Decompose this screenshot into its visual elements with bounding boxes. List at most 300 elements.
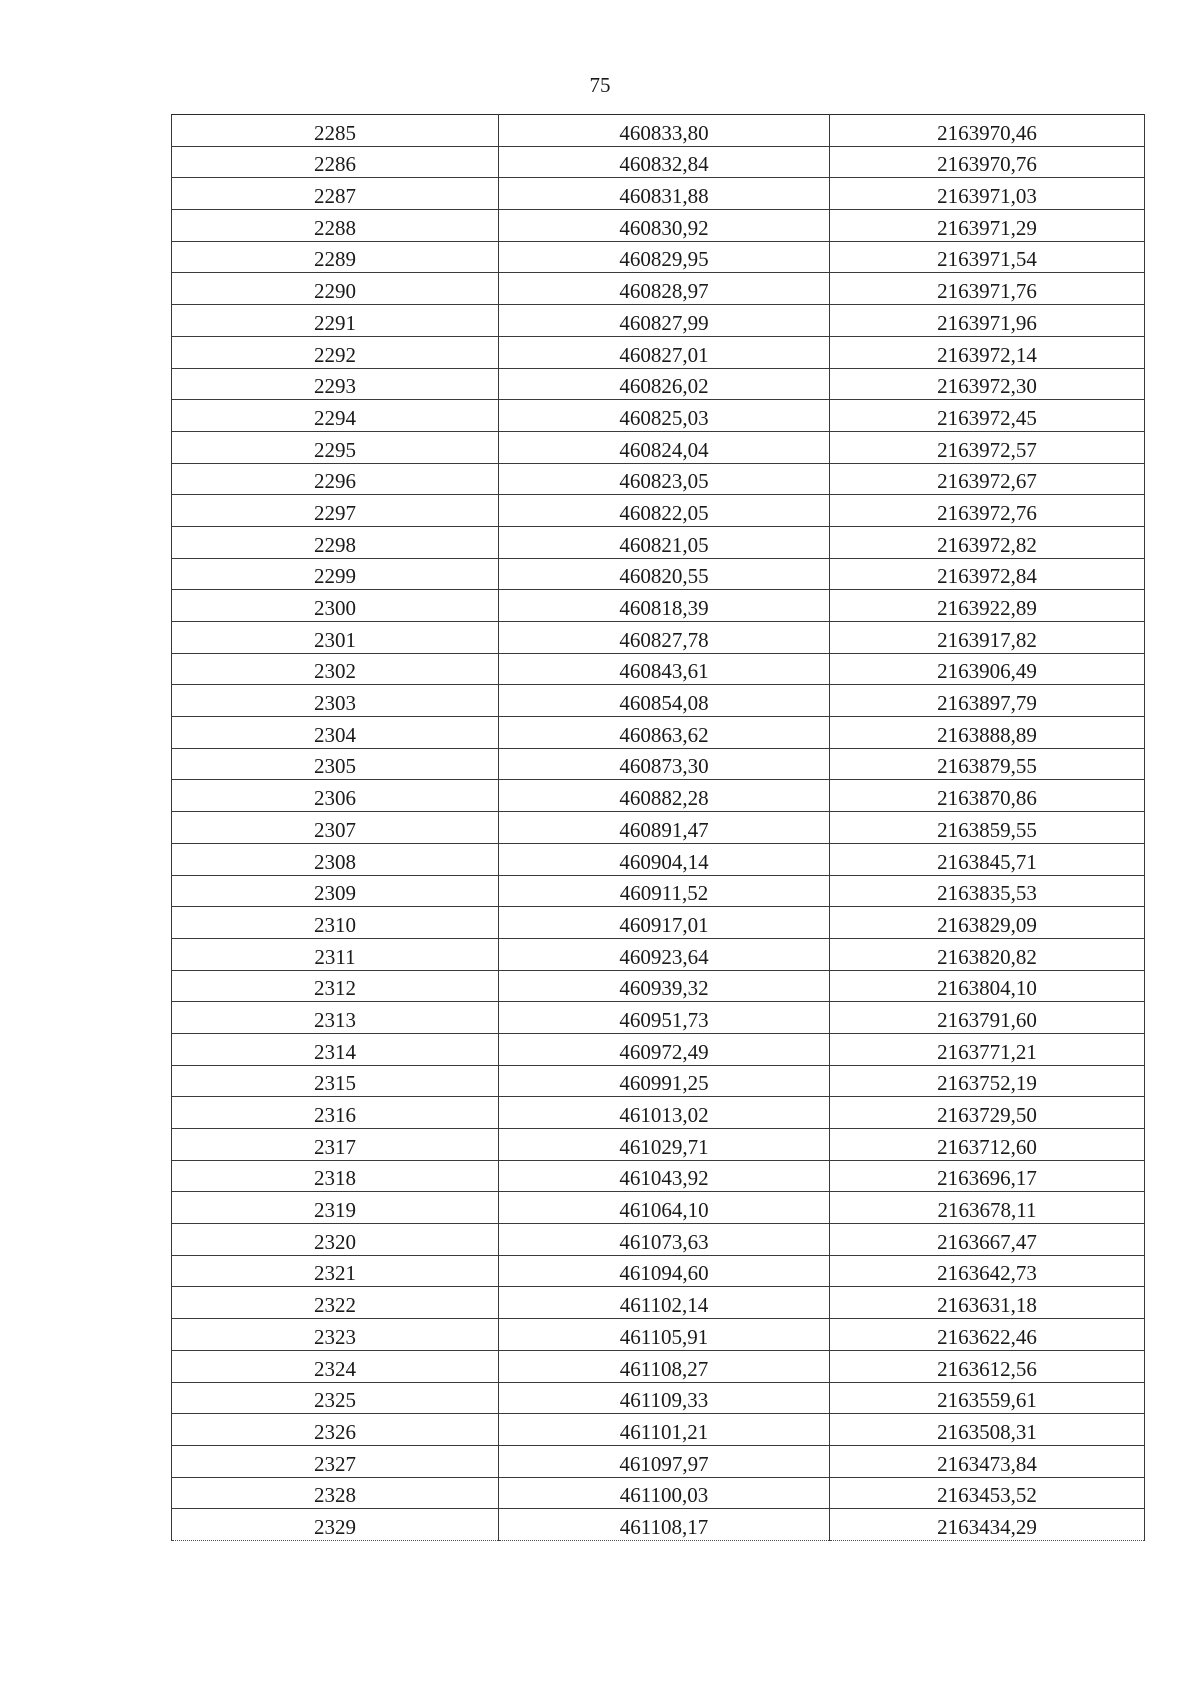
x-coordinate-cell bbox=[499, 843, 830, 875]
table-cell-text: 460917,01 bbox=[619, 912, 709, 937]
table-cell-text: 2163473,84 bbox=[937, 1451, 1037, 1476]
point-number-cell bbox=[172, 431, 499, 463]
table-cell-text: 461102,14 bbox=[619, 1293, 709, 1318]
table-cell-text: 2163678,11 bbox=[937, 1198, 1037, 1223]
y-coordinate-cell bbox=[830, 115, 1145, 147]
table-row bbox=[172, 780, 1145, 812]
table-cell-text: 2163971,29 bbox=[937, 215, 1037, 240]
x-coordinate-cell bbox=[499, 1445, 830, 1477]
table-cell-text: 461029,71 bbox=[619, 1134, 709, 1159]
table-cell-text: 2311 bbox=[314, 944, 356, 969]
table-cell-text: 2329 bbox=[314, 1514, 356, 1539]
x-coordinate-cell bbox=[499, 178, 830, 210]
point-number-cell bbox=[172, 748, 499, 780]
table-cell-text: 2163970,76 bbox=[937, 152, 1037, 177]
x-coordinate-cell bbox=[499, 717, 830, 749]
table-cell-text: 460821,05 bbox=[619, 532, 709, 557]
table-row bbox=[172, 938, 1145, 970]
x-coordinate-cell bbox=[499, 1319, 830, 1351]
table-row bbox=[172, 970, 1145, 1002]
table-cell-text: 2163888,89 bbox=[937, 722, 1037, 747]
x-coordinate-cell bbox=[499, 780, 830, 812]
table-cell-text: 461064,10 bbox=[619, 1198, 709, 1223]
x-coordinate-cell bbox=[499, 1382, 830, 1414]
table-cell-text: 2163696,17 bbox=[937, 1166, 1037, 1191]
point-number-cell bbox=[172, 1065, 499, 1097]
y-coordinate-cell bbox=[830, 1192, 1145, 1224]
table-row bbox=[172, 241, 1145, 273]
x-coordinate-cell bbox=[499, 1224, 830, 1256]
table-cell-text: 2297 bbox=[314, 500, 356, 525]
y-coordinate-cell bbox=[830, 178, 1145, 210]
table-cell-text: 460820,55 bbox=[619, 564, 709, 589]
table-cell-text: 460831,88 bbox=[619, 184, 709, 209]
y-coordinate-cell bbox=[830, 1129, 1145, 1161]
table-row bbox=[172, 178, 1145, 210]
table-cell-text: 460863,62 bbox=[619, 722, 709, 747]
point-number-cell bbox=[172, 812, 499, 844]
table-cell-text: 2163972,82 bbox=[937, 532, 1037, 557]
coordinates-table-body bbox=[172, 115, 1145, 1541]
x-coordinate-cell bbox=[499, 875, 830, 907]
table-cell-text: 2285 bbox=[314, 120, 356, 145]
point-number-cell bbox=[172, 1319, 499, 1351]
table-row bbox=[172, 1160, 1145, 1192]
x-coordinate-cell bbox=[499, 273, 830, 305]
table-cell-text: 2163922,89 bbox=[937, 596, 1037, 620]
x-coordinate-cell bbox=[499, 685, 830, 717]
point-number-cell bbox=[172, 1287, 499, 1319]
table-cell-text: 2163971,03 bbox=[937, 184, 1037, 209]
table-cell-text: 2163972,45 bbox=[937, 405, 1037, 430]
y-coordinate-cell bbox=[830, 843, 1145, 875]
table-cell-text: 2328 bbox=[314, 1483, 356, 1508]
table-cell-text: 2163771,21 bbox=[937, 1039, 1037, 1064]
point-number-cell bbox=[172, 1509, 499, 1541]
table-cell-text: 2163631,18 bbox=[937, 1293, 1037, 1318]
x-coordinate-cell bbox=[499, 558, 830, 590]
table-cell-text: 2163835,53 bbox=[937, 881, 1037, 906]
table-row bbox=[172, 1065, 1145, 1097]
table-cell-text: 2287 bbox=[314, 184, 356, 209]
coordinates-table bbox=[171, 114, 1145, 1541]
table-cell-text: 2319 bbox=[314, 1198, 356, 1223]
point-number-cell bbox=[172, 1192, 499, 1224]
table-cell-text: 2163972,67 bbox=[937, 469, 1037, 494]
point-number-cell bbox=[172, 1160, 499, 1192]
table-cell-text: 2288 bbox=[314, 215, 356, 240]
x-coordinate-cell bbox=[499, 590, 830, 622]
table-cell-text: 2163667,47 bbox=[937, 1229, 1037, 1254]
y-coordinate-cell bbox=[830, 1287, 1145, 1319]
table-row bbox=[172, 622, 1145, 654]
x-coordinate-cell bbox=[499, 1255, 830, 1287]
table-row bbox=[172, 400, 1145, 432]
x-coordinate-cell bbox=[499, 463, 830, 495]
x-coordinate-cell bbox=[499, 305, 830, 337]
table-row bbox=[172, 653, 1145, 685]
table-cell-text: 2301 bbox=[314, 627, 356, 652]
table-row bbox=[172, 1350, 1145, 1382]
point-number-cell bbox=[172, 1097, 499, 1129]
point-number-cell bbox=[172, 115, 499, 147]
point-number-cell bbox=[172, 1445, 499, 1477]
table-cell-text: 2163972,76 bbox=[937, 500, 1037, 525]
table-cell-text: 2315 bbox=[314, 1071, 356, 1096]
table-row bbox=[172, 1097, 1145, 1129]
y-coordinate-cell bbox=[830, 717, 1145, 749]
table-cell-text: 460828,97 bbox=[619, 279, 709, 304]
y-coordinate-cell bbox=[830, 431, 1145, 463]
table-cell-text: 2163829,09 bbox=[937, 912, 1037, 937]
point-number-cell bbox=[172, 780, 499, 812]
table-cell-text: 2318 bbox=[314, 1166, 356, 1191]
y-coordinate-cell bbox=[830, 1160, 1145, 1192]
table-row bbox=[172, 463, 1145, 495]
table-cell-text: 461073,63 bbox=[619, 1229, 709, 1254]
y-coordinate-cell bbox=[830, 1255, 1145, 1287]
y-coordinate-cell bbox=[830, 1002, 1145, 1034]
table-cell-text: 460829,95 bbox=[619, 247, 709, 272]
table-row bbox=[172, 1002, 1145, 1034]
table-cell-text: 2292 bbox=[314, 342, 356, 367]
y-coordinate-cell bbox=[830, 241, 1145, 273]
table-cell-text: 2306 bbox=[314, 786, 356, 811]
table-cell-text: 2163971,54 bbox=[937, 247, 1037, 272]
point-number-cell bbox=[172, 146, 499, 178]
table-row bbox=[172, 812, 1145, 844]
table-row bbox=[172, 1319, 1145, 1351]
table-cell-text: 2320 bbox=[314, 1229, 356, 1254]
x-coordinate-cell bbox=[499, 146, 830, 178]
table-cell-text: 460818,39 bbox=[619, 596, 709, 620]
table-cell-text: 461094,60 bbox=[619, 1261, 709, 1286]
table-cell-text: 2291 bbox=[314, 310, 356, 335]
table-cell-text: 2313 bbox=[314, 1007, 356, 1032]
y-coordinate-cell bbox=[830, 210, 1145, 242]
table-cell-text: 460832,84 bbox=[619, 152, 709, 177]
table-cell-text: 2298 bbox=[314, 532, 356, 557]
table-row bbox=[172, 1129, 1145, 1161]
point-number-cell bbox=[172, 273, 499, 305]
point-number-cell bbox=[172, 400, 499, 432]
point-number-cell bbox=[172, 1477, 499, 1509]
table-row bbox=[172, 1445, 1145, 1477]
table-row bbox=[172, 1509, 1145, 1541]
table-cell-text: 2309 bbox=[314, 881, 356, 906]
x-coordinate-cell bbox=[499, 1129, 830, 1161]
point-number-cell bbox=[172, 558, 499, 590]
point-number-cell bbox=[172, 907, 499, 939]
y-coordinate-cell bbox=[830, 273, 1145, 305]
x-coordinate-cell bbox=[499, 970, 830, 1002]
table-cell-text: 2163434,29 bbox=[937, 1514, 1037, 1539]
x-coordinate-cell bbox=[499, 1160, 830, 1192]
table-cell-text: 460873,30 bbox=[619, 754, 709, 779]
table-row bbox=[172, 558, 1145, 590]
x-coordinate-cell bbox=[499, 336, 830, 368]
table-cell-text: 460972,49 bbox=[619, 1039, 709, 1064]
table-row bbox=[172, 843, 1145, 875]
table-cell-text: 2325 bbox=[314, 1388, 356, 1413]
table-cell-text: 2163559,61 bbox=[937, 1388, 1037, 1413]
y-coordinate-cell bbox=[830, 970, 1145, 1002]
y-coordinate-cell bbox=[830, 1350, 1145, 1382]
table-cell-text: 2303 bbox=[314, 691, 356, 716]
x-coordinate-cell bbox=[499, 241, 830, 273]
table-row bbox=[172, 717, 1145, 749]
point-number-cell bbox=[172, 1224, 499, 1256]
table-cell-text: 460833,80 bbox=[619, 120, 709, 145]
y-coordinate-cell bbox=[830, 875, 1145, 907]
y-coordinate-cell bbox=[830, 1477, 1145, 1509]
table-cell-text: 461043,92 bbox=[619, 1166, 709, 1191]
table-cell-text: 2163845,71 bbox=[937, 849, 1037, 874]
point-number-cell bbox=[172, 336, 499, 368]
table-cell-text: 460904,14 bbox=[619, 849, 709, 874]
x-coordinate-cell bbox=[499, 368, 830, 400]
table-cell-text: 2163622,46 bbox=[937, 1324, 1037, 1349]
table-cell-text: 2163820,82 bbox=[937, 944, 1037, 969]
table-cell-text: 2163712,60 bbox=[937, 1134, 1037, 1159]
table-cell-text: 2163752,19 bbox=[937, 1071, 1037, 1096]
table-cell-text: 2163612,56 bbox=[937, 1356, 1037, 1381]
point-number-cell bbox=[172, 210, 499, 242]
table-cell-text: 2163971,76 bbox=[937, 279, 1037, 304]
point-number-cell bbox=[172, 1414, 499, 1446]
table-cell-text: 2163970,46 bbox=[937, 120, 1037, 145]
table-cell-text: 461109,33 bbox=[619, 1388, 709, 1413]
point-number-cell bbox=[172, 622, 499, 654]
table-cell-text: 2163879,55 bbox=[937, 754, 1037, 779]
table-cell-text: 2324 bbox=[314, 1356, 356, 1381]
table-row bbox=[172, 1192, 1145, 1224]
y-coordinate-cell bbox=[830, 558, 1145, 590]
table-cell-text: 460823,05 bbox=[619, 469, 709, 494]
y-coordinate-cell bbox=[830, 146, 1145, 178]
x-coordinate-cell bbox=[499, 1509, 830, 1541]
table-row bbox=[172, 368, 1145, 400]
point-number-cell bbox=[172, 368, 499, 400]
point-number-cell bbox=[172, 685, 499, 717]
table-cell-text: 2163897,79 bbox=[937, 691, 1037, 716]
table-row bbox=[172, 1382, 1145, 1414]
table-cell-text: 461108,27 bbox=[619, 1356, 709, 1381]
table-cell-text: 2302 bbox=[314, 659, 356, 684]
table-cell-text: 2163870,86 bbox=[937, 786, 1037, 811]
table-cell-text: 2163906,49 bbox=[937, 659, 1037, 684]
table-row bbox=[172, 590, 1145, 622]
table-cell-text: 460822,05 bbox=[619, 500, 709, 525]
table-row bbox=[172, 907, 1145, 939]
point-number-cell bbox=[172, 1129, 499, 1161]
y-coordinate-cell bbox=[830, 1382, 1145, 1414]
table-row bbox=[172, 210, 1145, 242]
point-number-cell bbox=[172, 590, 499, 622]
table-cell-text: 2295 bbox=[314, 437, 356, 462]
y-coordinate-cell bbox=[830, 1033, 1145, 1065]
x-coordinate-cell bbox=[499, 653, 830, 685]
table-cell-text: 2316 bbox=[314, 1103, 356, 1127]
point-number-cell bbox=[172, 463, 499, 495]
x-coordinate-cell bbox=[499, 622, 830, 654]
table-cell-text: 2294 bbox=[314, 405, 356, 430]
table-cell-text: 2163972,14 bbox=[937, 342, 1037, 367]
table-row bbox=[172, 1287, 1145, 1319]
table-cell-text: 2326 bbox=[314, 1419, 356, 1444]
y-coordinate-cell bbox=[830, 1445, 1145, 1477]
table-cell-text: 2308 bbox=[314, 849, 356, 874]
table-row bbox=[172, 273, 1145, 305]
y-coordinate-cell bbox=[830, 305, 1145, 337]
y-coordinate-cell bbox=[830, 1319, 1145, 1351]
y-coordinate-cell bbox=[830, 1097, 1145, 1129]
y-coordinate-cell bbox=[830, 780, 1145, 812]
y-coordinate-cell bbox=[830, 368, 1145, 400]
table-cell-text: 2163917,82 bbox=[937, 627, 1037, 652]
table-cell-text: 2299 bbox=[314, 564, 356, 589]
y-coordinate-cell bbox=[830, 336, 1145, 368]
point-number-cell bbox=[172, 1255, 499, 1287]
table-row bbox=[172, 146, 1145, 178]
table-cell-text: 460830,92 bbox=[619, 215, 709, 240]
table-cell-text: 2286 bbox=[314, 152, 356, 177]
table-row bbox=[172, 305, 1145, 337]
table-cell-text: 2304 bbox=[314, 722, 356, 747]
table-cell-text: 460825,03 bbox=[619, 405, 709, 430]
table-cell-text: 2310 bbox=[314, 912, 356, 937]
point-number-cell bbox=[172, 241, 499, 273]
x-coordinate-cell bbox=[499, 400, 830, 432]
table-cell-text: 2163972,30 bbox=[937, 374, 1037, 399]
table-row bbox=[172, 1414, 1145, 1446]
table-cell-text: 2163972,84 bbox=[937, 564, 1037, 589]
table-cell-text: 2163508,31 bbox=[937, 1419, 1037, 1444]
table-cell-text: 460923,64 bbox=[619, 944, 709, 969]
point-number-cell bbox=[172, 938, 499, 970]
y-coordinate-cell bbox=[830, 400, 1145, 432]
x-coordinate-cell bbox=[499, 210, 830, 242]
x-coordinate-cell bbox=[499, 1350, 830, 1382]
table-cell-text: 2289 bbox=[314, 247, 356, 272]
table-cell-text: 2296 bbox=[314, 469, 356, 494]
x-coordinate-cell bbox=[499, 431, 830, 463]
y-coordinate-cell bbox=[830, 685, 1145, 717]
table-row bbox=[172, 495, 1145, 527]
table-cell-text: 2163972,57 bbox=[937, 437, 1037, 462]
x-coordinate-cell bbox=[499, 115, 830, 147]
table-cell-text: 2307 bbox=[314, 817, 356, 842]
point-number-cell bbox=[172, 495, 499, 527]
point-number-cell bbox=[172, 178, 499, 210]
table-cell-text: 460991,25 bbox=[619, 1071, 709, 1096]
table-cell-text: 461105,91 bbox=[619, 1324, 709, 1349]
table-cell-text: 2163791,60 bbox=[937, 1007, 1037, 1032]
y-coordinate-cell bbox=[830, 907, 1145, 939]
y-coordinate-cell bbox=[830, 622, 1145, 654]
table-cell-text: 2290 bbox=[314, 279, 356, 304]
table-row bbox=[172, 1477, 1145, 1509]
x-coordinate-cell bbox=[499, 1002, 830, 1034]
point-number-cell bbox=[172, 875, 499, 907]
y-coordinate-cell bbox=[830, 1509, 1145, 1541]
x-coordinate-cell bbox=[499, 812, 830, 844]
y-coordinate-cell bbox=[830, 526, 1145, 558]
table-cell-text: 460827,99 bbox=[619, 310, 709, 335]
point-number-cell bbox=[172, 1002, 499, 1034]
table-cell-text: 2163971,96 bbox=[937, 310, 1037, 335]
table-row bbox=[172, 115, 1145, 147]
page-number: 75 bbox=[589, 73, 611, 97]
point-number-cell bbox=[172, 1382, 499, 1414]
y-coordinate-cell bbox=[830, 653, 1145, 685]
y-coordinate-cell bbox=[830, 495, 1145, 527]
table-cell-text: 2327 bbox=[314, 1451, 356, 1476]
x-coordinate-cell bbox=[499, 907, 830, 939]
table-cell-text: 460911,52 bbox=[619, 881, 709, 906]
table-row bbox=[172, 685, 1145, 717]
table-cell-text: 2163642,73 bbox=[937, 1261, 1037, 1286]
table-cell-text: 2323 bbox=[314, 1324, 356, 1349]
table-cell-text: 2312 bbox=[314, 976, 356, 1001]
y-coordinate-cell bbox=[830, 748, 1145, 780]
x-coordinate-cell bbox=[499, 1033, 830, 1065]
table-cell-text: 460826,02 bbox=[619, 374, 709, 399]
point-number-cell bbox=[172, 843, 499, 875]
table-cell-text: 461097,97 bbox=[619, 1451, 709, 1476]
x-coordinate-cell bbox=[499, 938, 830, 970]
x-coordinate-cell bbox=[499, 1097, 830, 1129]
point-number-cell bbox=[172, 970, 499, 1002]
table-cell-text: 2163729,50 bbox=[937, 1103, 1037, 1127]
table-cell-text: 2293 bbox=[314, 374, 356, 399]
table-cell-text: 460951,73 bbox=[619, 1007, 709, 1032]
table-cell-text: 2300 bbox=[314, 596, 356, 620]
table-cell-text: 460827,01 bbox=[619, 342, 709, 367]
table-cell-text: 460827,78 bbox=[619, 627, 709, 652]
table-cell-text: 461013,02 bbox=[619, 1103, 709, 1127]
table-cell-text: 460854,08 bbox=[619, 691, 709, 716]
x-coordinate-cell bbox=[499, 1287, 830, 1319]
point-number-cell bbox=[172, 526, 499, 558]
x-coordinate-cell bbox=[499, 748, 830, 780]
y-coordinate-cell bbox=[830, 590, 1145, 622]
x-coordinate-cell bbox=[499, 1065, 830, 1097]
table-cell-text: 2163453,52 bbox=[937, 1483, 1037, 1508]
table-row bbox=[172, 336, 1145, 368]
point-number-cell bbox=[172, 305, 499, 337]
point-number-cell bbox=[172, 717, 499, 749]
y-coordinate-cell bbox=[830, 812, 1145, 844]
table-row bbox=[172, 748, 1145, 780]
y-coordinate-cell bbox=[830, 1224, 1145, 1256]
table-cell-text: 2322 bbox=[314, 1293, 356, 1318]
table-cell-text: 2317 bbox=[314, 1134, 356, 1159]
point-number-cell bbox=[172, 1033, 499, 1065]
table-cell-text: 2305 bbox=[314, 754, 356, 779]
y-coordinate-cell bbox=[830, 463, 1145, 495]
table-row bbox=[172, 1255, 1145, 1287]
x-coordinate-cell bbox=[499, 1477, 830, 1509]
table-cell-text: 460843,61 bbox=[619, 659, 709, 684]
x-coordinate-cell bbox=[499, 526, 830, 558]
table-cell-text: 2163859,55 bbox=[937, 817, 1037, 842]
table-row bbox=[172, 431, 1145, 463]
x-coordinate-cell bbox=[499, 1192, 830, 1224]
table-cell-text: 2314 bbox=[314, 1039, 356, 1064]
table-cell-text: 461100,03 bbox=[619, 1483, 709, 1508]
table-row bbox=[172, 1224, 1145, 1256]
